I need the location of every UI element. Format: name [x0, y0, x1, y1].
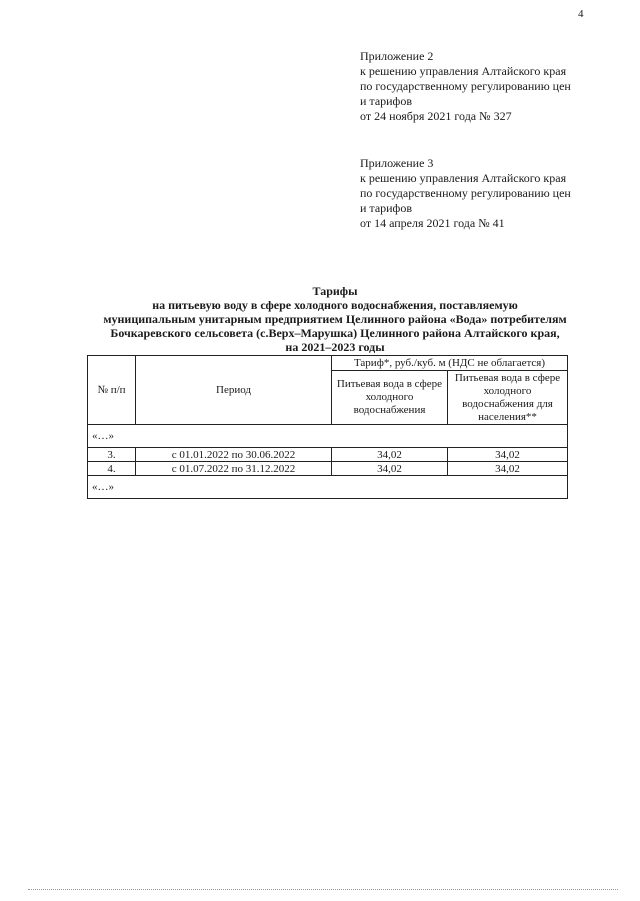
row-tariff-a: 34,02 — [332, 462, 448, 476]
title-line: Бочкаревского сельсовета (с.Верх–Марушка) Целинного района Алтайского края, — [110, 326, 560, 340]
appendix-2-line: Приложение 2 — [360, 49, 434, 63]
table-row — [88, 462, 568, 476]
appendix-3-line: от 14 апреля 2021 года № 41 — [360, 216, 505, 230]
row-num: 4. — [88, 462, 136, 476]
tariff-table — [87, 355, 568, 499]
row-period: с 01.01.2022 по 30.06.2022 — [136, 448, 332, 462]
title-line: Тарифы — [312, 284, 358, 298]
header-tariff-group: Тариф*, руб./куб. м (НДС не облагается) — [332, 356, 568, 371]
appendix-2-header — [360, 49, 620, 124]
header-drinking-water-population: Питьевая вода в сфере холодного водоснабжения для населения** — [448, 371, 568, 425]
appendix-2-line: и тарифов — [360, 94, 413, 108]
scan-edge-divider — [28, 889, 618, 890]
table-row — [88, 448, 568, 462]
appendix-3-line: к решению управления Алтайского края — [360, 171, 567, 185]
table-header-row — [88, 356, 568, 371]
page-number: 4 — [578, 8, 584, 20]
title-line: муниципальным унитарным предприятием Целинного района «Вода» потребителям — [103, 312, 567, 326]
row-num: 3. — [88, 448, 136, 462]
appendix-3-line: Приложение 3 — [360, 156, 434, 170]
ellipsis-row — [88, 476, 568, 499]
appendix-2-line: по государственному регулированию цен — [360, 79, 571, 93]
document-title — [60, 284, 610, 354]
ellipsis-top: «…» — [88, 425, 568, 448]
row-tariff-b: 34,02 — [448, 448, 568, 462]
ellipsis-row — [88, 425, 568, 448]
row-period: с 01.07.2022 по 31.12.2022 — [136, 462, 332, 476]
title-line: на питьевую воду в сфере холодного водоснабжения, поставляемую — [152, 298, 518, 312]
appendix-3-line: по государственному регулированию цен — [360, 186, 571, 200]
ellipsis-bottom: «…» — [88, 476, 568, 499]
appendix-3-header — [360, 156, 620, 231]
appendix-2-line: к решению управления Алтайского края — [360, 64, 567, 78]
header-period: Период — [136, 356, 332, 425]
row-tariff-a: 34,02 — [332, 448, 448, 462]
header-num: № п/п — [88, 356, 136, 425]
appendix-3-line: и тарифов — [360, 201, 413, 215]
header-drinking-water: Питьевая вода в сфере холодного водоснабжения — [332, 371, 448, 425]
appendix-2-line: от 24 ноября 2021 года № 327 — [360, 109, 512, 123]
title-line: на 2021–2023 годы — [285, 340, 385, 354]
row-tariff-b: 34,02 — [448, 462, 568, 476]
